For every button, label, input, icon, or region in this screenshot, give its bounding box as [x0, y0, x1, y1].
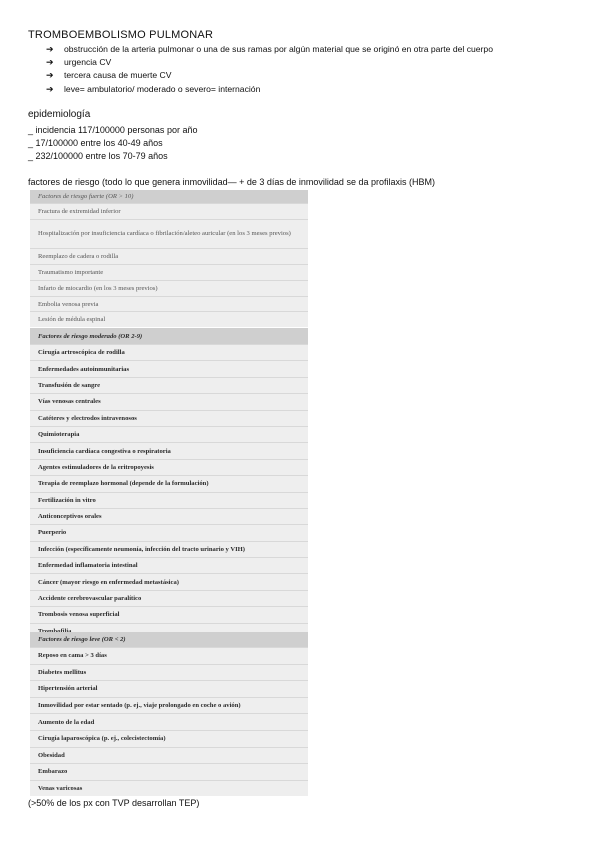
table-row: Transfusión de sangre — [30, 377, 308, 393]
table-row: Reposo en cama > 3 días — [30, 647, 308, 664]
table-row: Embarazo — [30, 763, 308, 780]
risk-factors-heading: factores de riesgo (todo lo que genera inmovilidad— + de 3 días de inmovilidad se da profilaxis (HBM) — [28, 177, 435, 187]
table-row: Fertilización in vitro — [30, 492, 308, 508]
table-row: Agentes estimuladores de la eritropoyesis — [30, 459, 308, 475]
table-header: Factores de riesgo moderado (OR 2-9) — [30, 328, 308, 344]
table-row: Aumento de la edad — [30, 713, 308, 730]
epidemiology-item: _ 17/100000 entre los 40-49 años — [28, 138, 163, 148]
table-row: Insuficiencia cardíaca congestiva o respiratoria — [30, 442, 308, 458]
table-row: Quimioterapia — [30, 426, 308, 442]
table-row: Traumatismo importante — [30, 264, 308, 280]
bullet-item: ➔ leve= ambulatorio/ moderado o severo= internación — [46, 83, 493, 96]
summary-bullet-list — [46, 43, 493, 96]
table-row: Infarto de miocardio (en los 3 meses previos) — [30, 280, 308, 296]
table-row: Infección (específicamente neumonía, infección del tracto urinario y VIH) — [30, 541, 308, 557]
epidemiology-list — [28, 124, 197, 163]
table-row: Cirugía laparoscópica (p. ej., colecistectomía) — [30, 730, 308, 747]
table-row: Puerperio — [30, 524, 308, 540]
epidemiology-item: _ 232/100000 entre los 70-79 años — [28, 151, 168, 161]
table-header: Factores de riesgo fuerte (OR > 10) — [30, 190, 308, 203]
bullet-item: ➔ obstrucción de la arteria pulmonar o una de sus ramas por algún material que se originó en otra parte del cuerpo — [46, 43, 493, 56]
document-title: TROMBOEMBOLISMO PULMONAR — [28, 29, 214, 41]
arrow-icon: ➔ — [46, 57, 54, 68]
bullet-item: ➔ tercera causa de muerte CV — [46, 69, 493, 82]
table-row: Lesión de médula espinal — [30, 311, 308, 327]
table-row: Anticonceptivos orales — [30, 508, 308, 524]
moderate-risk-factors-table — [30, 328, 308, 639]
arrow-icon: ➔ — [46, 70, 54, 81]
table-row: Fractura de extremidad inferior — [30, 203, 308, 219]
table-row: Accidente cerebrovascular paralítico — [30, 590, 308, 606]
table-row: Diabetes mellitus — [30, 664, 308, 681]
table-row: Vías venosas centrales — [30, 393, 308, 409]
table-header: Factores de riesgo leve (OR < 2) — [30, 632, 308, 647]
arrow-icon: ➔ — [46, 44, 54, 54]
table-row: Obesidad — [30, 747, 308, 764]
table-row: Hospitalización por insuficiencia cardíaca o fibrilación/aleteo auricular (en los 3 meses previos) — [30, 219, 308, 248]
table-row: Embolia venosa previa — [30, 296, 308, 312]
table-row: Venas varicosas — [30, 780, 308, 797]
strong-risk-factors-table — [30, 190, 308, 327]
table-row: Trombosis venosa superficial — [30, 606, 308, 622]
arrow-icon: ➔ — [46, 83, 54, 94]
epidemiology-heading: epidemiología — [28, 109, 91, 120]
table-row: Enfermedades autoinmunitarias — [30, 360, 308, 376]
table-row: Terapia de reemplazo hormonal (depende de la formulación) — [30, 475, 308, 491]
bullet-item: ➔ urgencia CV — [46, 56, 493, 69]
table-row: Enfermedad inflamatoria intestinal — [30, 557, 308, 573]
mild-risk-factors-table — [30, 632, 308, 796]
table-row: Cirugía artroscópica de rodilla — [30, 344, 308, 360]
table-row: Reemplazo de cadera o rodilla — [30, 248, 308, 264]
table-row: Inmovilidad por estar sentado (p. ej., viaje prolongado en coche o avión) — [30, 697, 308, 714]
footnote: (>50% de los px con TVP desarrollan TEP) — [28, 798, 200, 808]
table-row: Hipertensión arterial — [30, 680, 308, 697]
epidemiology-item: _ incidencia 117/100000 personas por año — [28, 125, 198, 135]
table-row: Cáncer (mayor riesgo en enfermedad metastásica) — [30, 573, 308, 589]
table-row: Catéteres y electrodos intravenosos — [30, 410, 308, 426]
